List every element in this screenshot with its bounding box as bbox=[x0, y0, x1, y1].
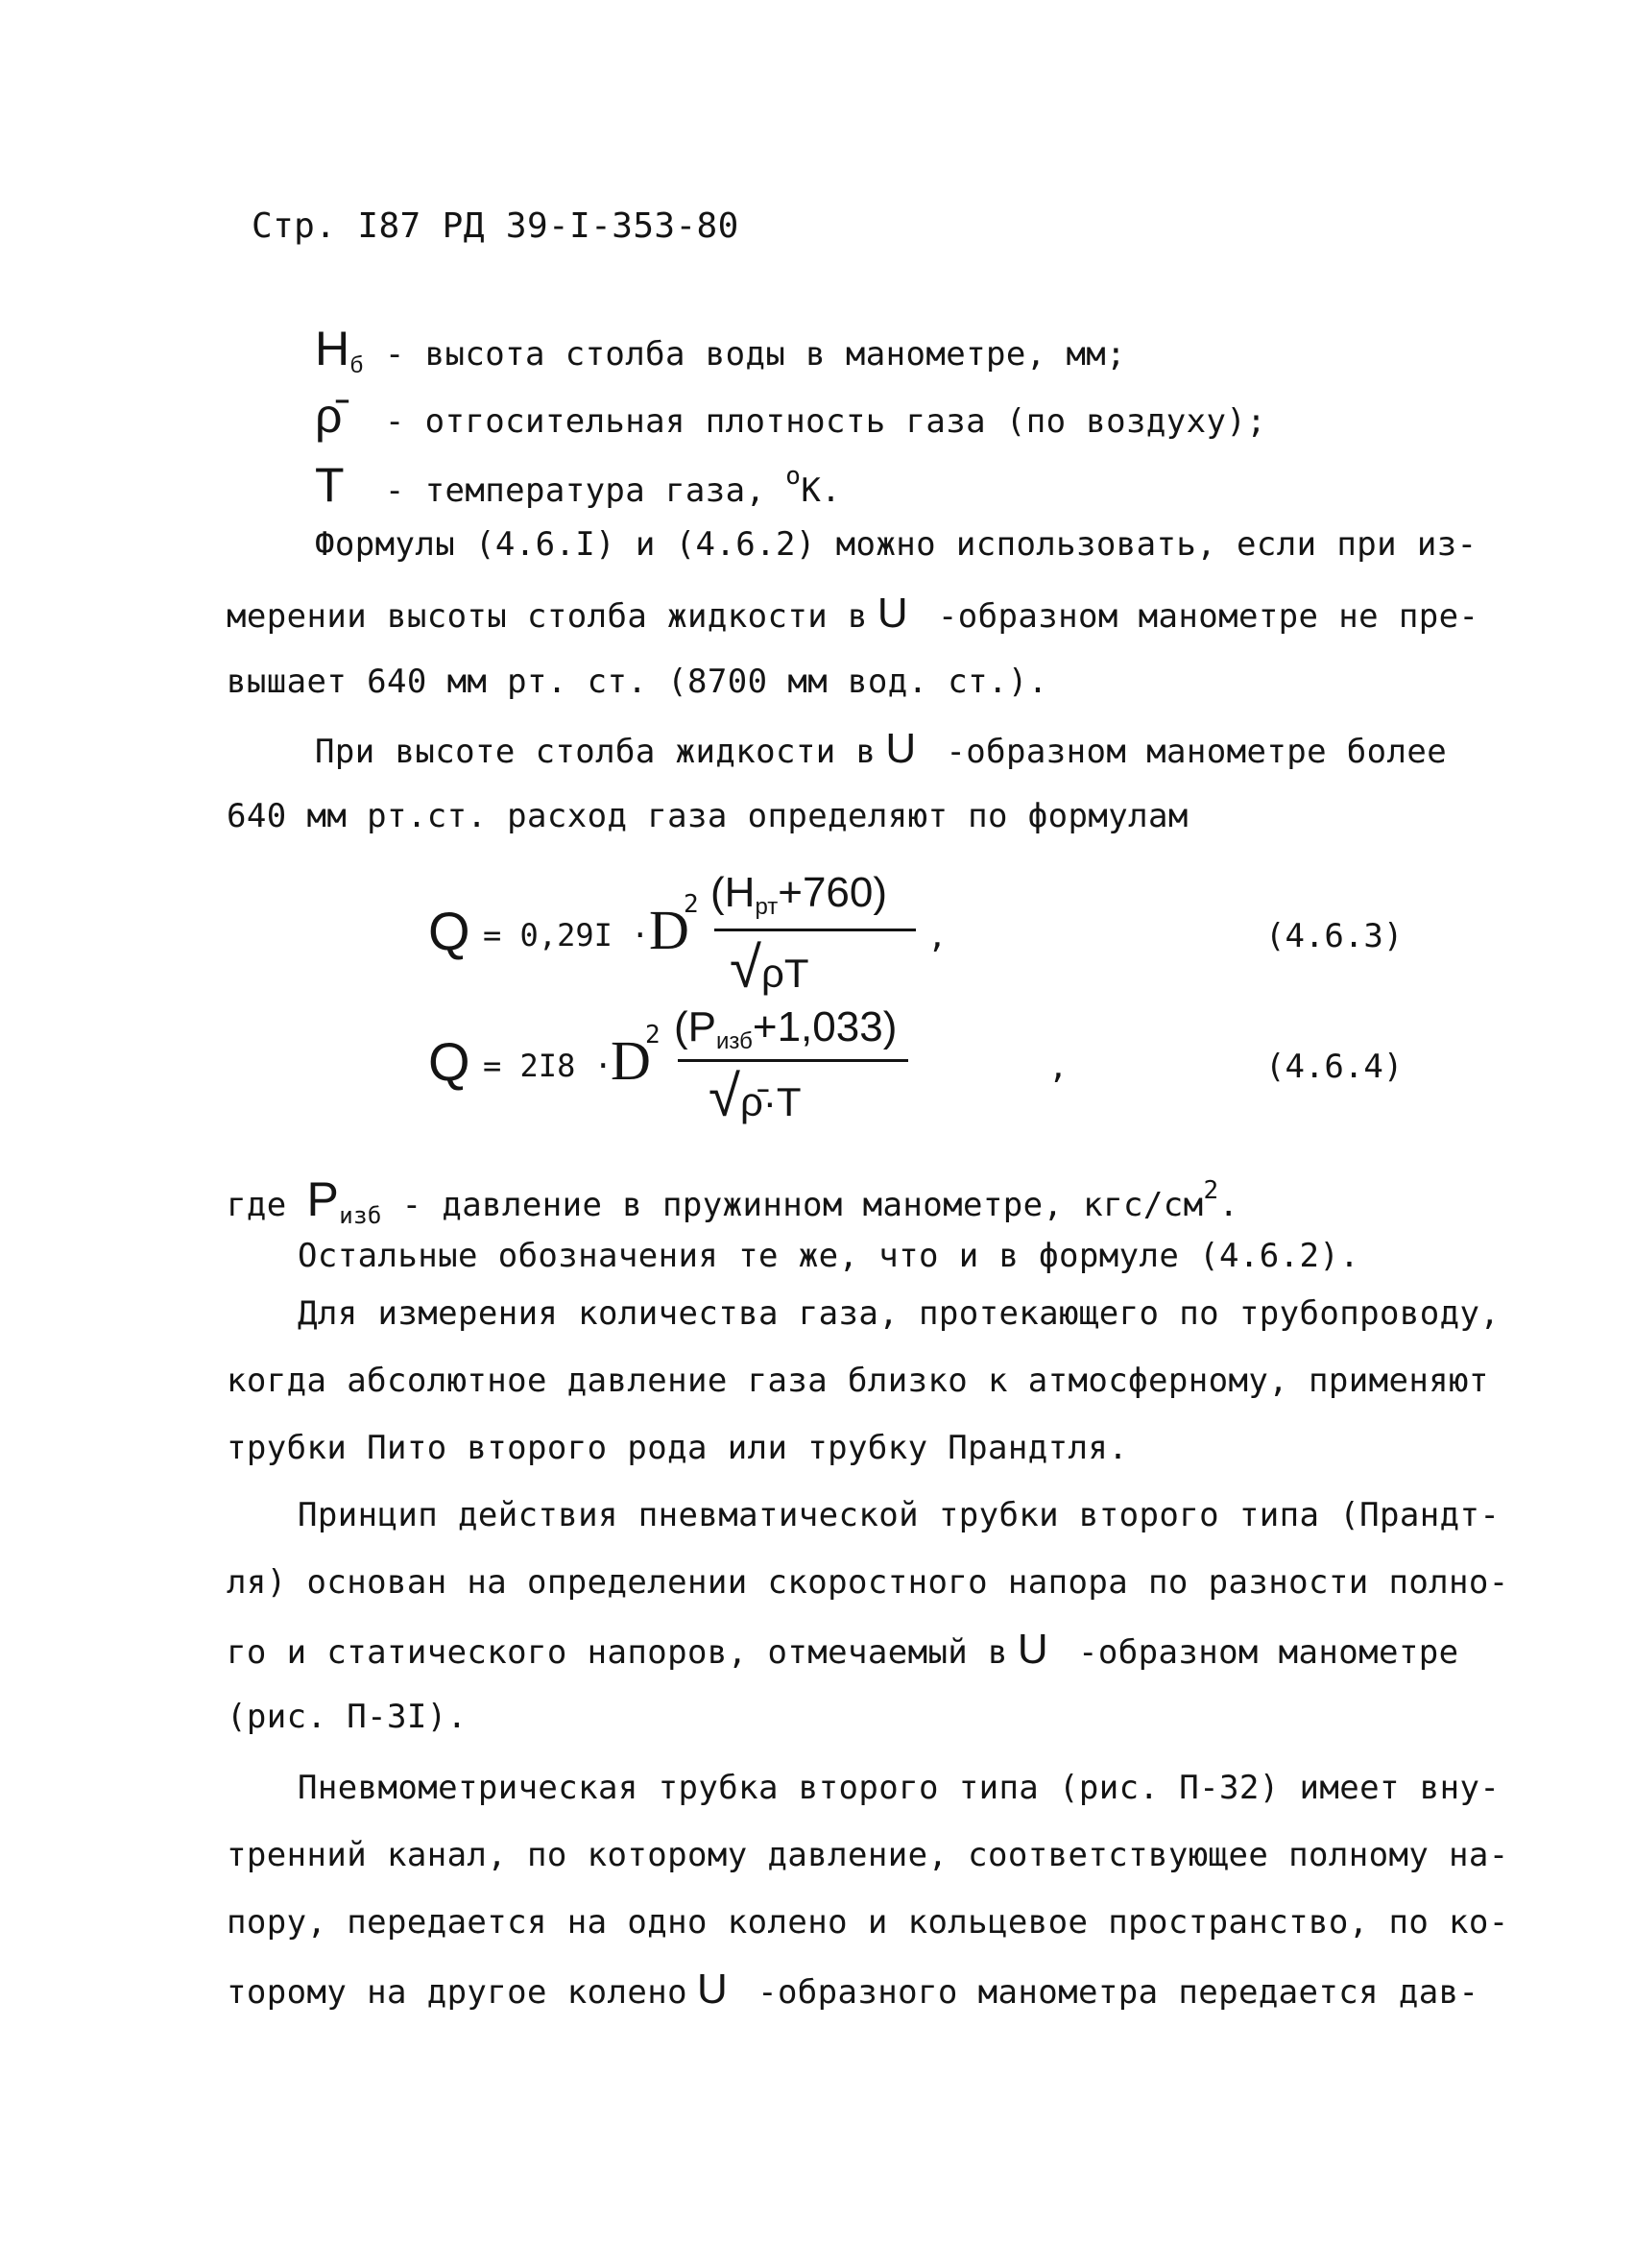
formula-d: D bbox=[611, 1029, 651, 1092]
u-letter: U bbox=[1017, 1626, 1049, 1673]
unit-kelvin: К. bbox=[801, 471, 842, 510]
formula-comma: , bbox=[1048, 1048, 1069, 1086]
paragraph-line: трубки Пито второго рода или трубку Прандтля. bbox=[227, 1429, 1129, 1467]
equation-number: (4.6.4) bbox=[1265, 1048, 1404, 1086]
paragraph-line: торому на другое колено U -образного манометра передается дав- bbox=[227, 1966, 1479, 2013]
paragraph-line: Остальные обозначения те же, что и в формуле (4.6.2). bbox=[298, 1237, 1360, 1275]
page-header: Стр. I87 РД 39-I-353-80 bbox=[252, 206, 739, 246]
formula-comma: , bbox=[927, 917, 948, 955]
paragraph-line: когда абсолютное давление газа близко к атмосферному, применяют bbox=[227, 1362, 1489, 1400]
formula-denominator: √ρT bbox=[730, 935, 809, 1000]
fraction-bar bbox=[714, 929, 916, 931]
paragraph-line: Для измерения количества газа, протекающего по трубопроводу, bbox=[298, 1294, 1501, 1333]
degree-sup: о bbox=[785, 462, 802, 491]
paragraph-line: 640 мм рт.ст. расход газа определяют по формулам bbox=[227, 797, 1189, 835]
formula-lhs: Q bbox=[428, 901, 470, 961]
formula-coef: = 2I8 · bbox=[483, 1048, 613, 1084]
equation-number: (4.6.3) bbox=[1265, 917, 1404, 955]
paragraph-line: Пневмометрическая трубка второго типа (рис. П-32) имеет вну- bbox=[298, 1769, 1501, 1807]
paragraph-line: (рис. П-3I). bbox=[227, 1698, 468, 1736]
definition-text: - отгосительная плотность газа (по воздуху); bbox=[365, 402, 1267, 441]
formula-4-6-3 bbox=[0, 869, 1634, 1000]
u-letter: U bbox=[877, 590, 909, 637]
paragraph-line: При высоте столба жидкости в U -образном манометре более bbox=[315, 725, 1448, 772]
paragraph-line: Формулы (4.6.I) и (4.6.2) можно использовать, если при из- bbox=[315, 525, 1478, 564]
fraction-bar bbox=[678, 1059, 908, 1062]
definition-text: - температура газа, bbox=[365, 471, 786, 510]
where-line: где $P_{изб}$ - давление в пружинном манометре, кгс/$см^2$. bbox=[227, 1172, 1239, 1229]
formula-d: D bbox=[649, 899, 689, 961]
symbol-rho-bar: ρ̄ bbox=[315, 389, 343, 443]
u-letter: U bbox=[885, 725, 917, 772]
definition-text: - высота столба воды в манометре, мм; bbox=[365, 335, 1127, 374]
formula-exponent: 2 bbox=[645, 1021, 661, 1050]
paragraph-line: ля) основан на определении скоростного напора по разности полно- bbox=[227, 1563, 1509, 1602]
formula-numerator: $(H_{рт}+760)$ bbox=[710, 869, 888, 920]
paragraph-line: Принцип действия пневматической трубки второго типа (Прандт- bbox=[298, 1496, 1501, 1534]
formula-denominator: √ρ̄·T bbox=[709, 1064, 802, 1128]
symbol-p: P bbox=[306, 1172, 340, 1226]
formula-4-6-4 bbox=[0, 1003, 1634, 1128]
symbol-h: $H_б$ bbox=[315, 322, 364, 378]
symbol-p-sub: изб bbox=[339, 1202, 382, 1229]
paragraph-line: го и статического напоров, отмечаемый в U -образном манометре bbox=[227, 1626, 1459, 1673]
paragraph-line: мерении высоты столба жидкости в U -образном манометре не пре- bbox=[227, 590, 1479, 637]
formula-numerator: $(P_{изб}+1,033)$ bbox=[674, 1003, 898, 1054]
definition-line bbox=[315, 455, 841, 512]
symbol-t: T bbox=[315, 458, 345, 512]
paragraph-line: тренний канал, по которому давление, соответствующее полному на- bbox=[227, 1836, 1509, 1874]
squared-sup: 2 bbox=[1203, 1176, 1219, 1205]
formula-lhs: Q bbox=[428, 1031, 470, 1092]
definition-line bbox=[315, 389, 1267, 443]
definition-line bbox=[315, 322, 1127, 390]
paragraph-line: пору, передается на одно колено и кольцевое пространство, по ко- bbox=[227, 1903, 1509, 1942]
formula-coef: = 0,29I · bbox=[483, 917, 650, 953]
u-letter: U bbox=[697, 1966, 729, 2013]
formula-exponent: 2 bbox=[684, 890, 699, 919]
paragraph-line: вышает 640 мм рт. ст. (8700 мм вод. ст.). bbox=[227, 663, 1048, 701]
